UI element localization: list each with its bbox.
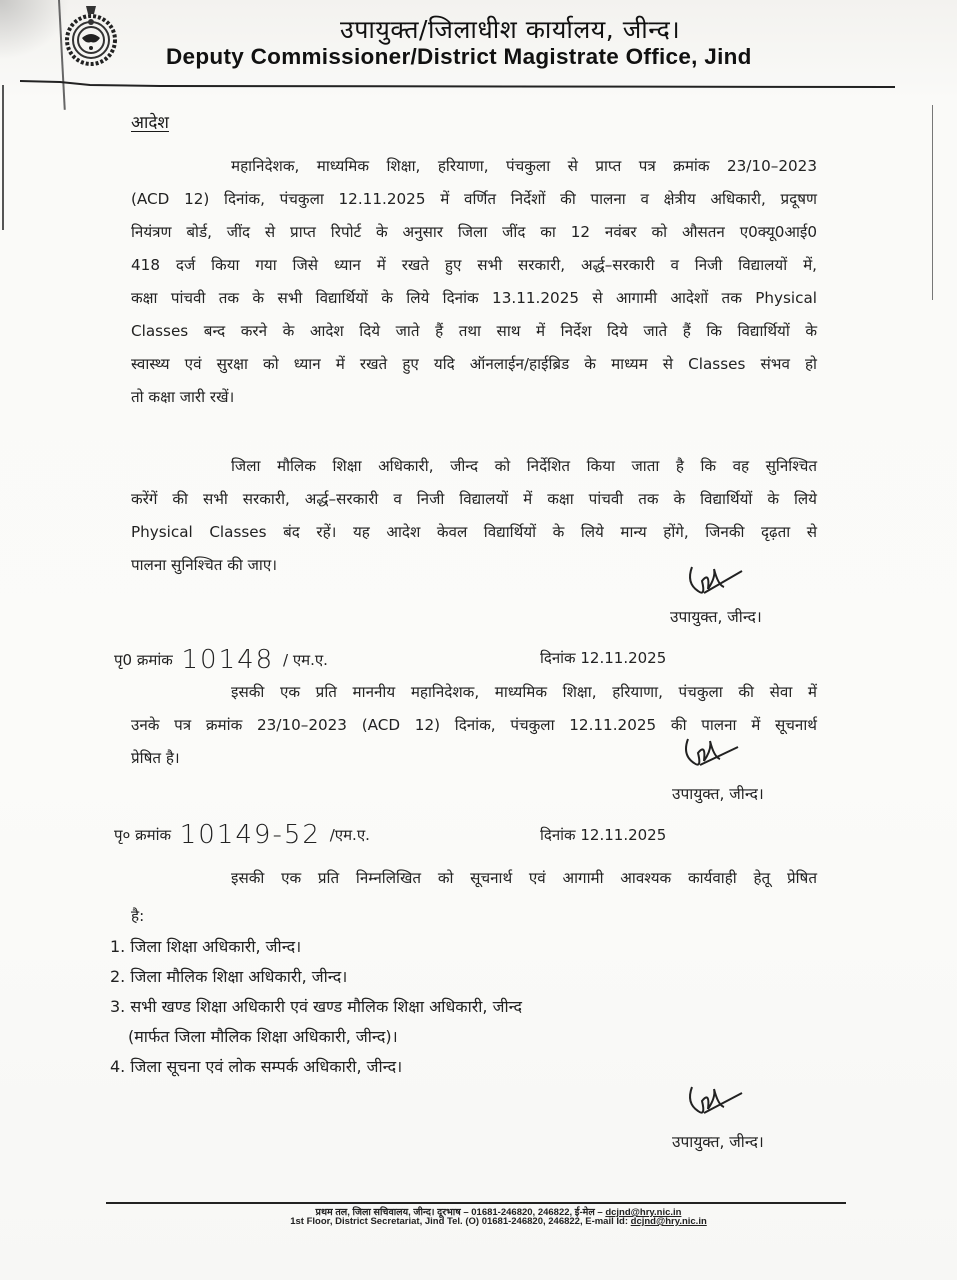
reference-number-1 [114, 645, 328, 675]
text-line: है: [131, 907, 145, 925]
date-label: दिनांक [540, 649, 576, 667]
list-item: 3. सभी खण्ड शिक्षा अधिकारी एवं खण्ड मौलिक शिक्षा अधिकारी, जीन्द [110, 997, 523, 1016]
date-label: दिनांक [540, 826, 576, 844]
order-title: आदेश [131, 113, 169, 133]
text-line: इसकी एक प्रति माननीय महानिदेशक, माध्यमिक शिक्षा, हरियाणा, पंचकुला की सेवा में [231, 683, 817, 701]
signatory-deputy-commissioner: उपायुक्त, जीन्द। [672, 785, 764, 803]
handwritten-reference-number: 10149-52 [179, 820, 321, 850]
recipient-list [110, 932, 730, 1082]
text-line: Classes बन्द करने के आदेश दिये जाते हैं तथा साथ में निर्देश दिये जाते हैं कि विद्यार्थियों के [131, 322, 817, 340]
text-line: कक्षा पांचवी तक के सभी विद्यार्थियों के लिये दिनांक 13.11.2025 से आगामी आदेशों तक Physical [131, 289, 817, 307]
endorsement-paragraph-2 [131, 859, 817, 935]
signatory-deputy-commissioner: उपायुक्त, जीन्द। [670, 608, 762, 626]
signature-mark [676, 735, 776, 785]
order-paragraph-1 [131, 150, 817, 414]
text-line: उनके पत्र क्रमांक 23/10–2023 (ACD 12) दिनांक, पंचकुला 12.11.2025 की पालना में सूचनार्थ [131, 716, 817, 734]
office-name-english: Deputy Commissioner/District Magistrate Office, Jind [166, 44, 752, 69]
list-item: 4. जिला सूचना एवं लोक सम्पर्क अधिकारी, जीन्द। [110, 1057, 403, 1076]
text-line: तो कक्षा जारी रखें। [131, 388, 235, 406]
list-item: 2. जिला मौलिक शिक्षा अधिकारी, जीन्द। [110, 967, 348, 986]
text-line: Physical Classes बंद रहें। यह आदेश केवल विद्यार्थियों के लिये मान्य होंगे, जिनकी दृढ़ता से [131, 523, 817, 541]
footer-divider [106, 1202, 846, 1204]
footer-address-text: प्रथम तल, जिला सचिवालय, जीन्द। दूरभाष – 01681-246820, 246822, ई-मेल – [315, 1207, 603, 1218]
footer-address-text: 1st Floor, District Secretariat, Jind Tel. (O) 01681-246820, 246822, E-mail Id: [290, 1216, 628, 1227]
reference-label: पृ0 क्रमांक [114, 651, 173, 669]
text-line: नियंत्रण बोर्ड, जींद से प्राप्त रिपोर्ट के अनुसार जिला जींद का 12 नवंबर को औसतन ए0क्यू0आई0 [131, 223, 817, 241]
haryana-emblem-icon [58, 2, 124, 68]
text-line: इसकी एक प्रति निम्नलिखित को सूचनार्थ एवं आगामी आवश्यक कार्यवाही हेतू प्रेषित [231, 869, 817, 887]
text-line: 418 दर्ज किया गया जिसे ध्यान में रखते हुए सभी सरकारी, अर्द्ध–सरकारी व निजी विद्यालयों में, [131, 256, 817, 274]
list-item: 1. जिला शिक्षा अधिकारी, जीन्द। [110, 937, 302, 956]
text-line: जिला मौलिक शिक्षा अधिकारी, जीन्द को निर्देशित किया जाता है कि वह सुनिश्चित [231, 457, 817, 475]
text-line: करेंगें की सभी सरकारी, अर्द्ध–सरकारी व निजी विद्यालयों में कक्षा पांचवी तक के विद्यार्थियों के लिये [131, 490, 817, 508]
reference-suffix: /एम.ए. [329, 826, 370, 844]
signature-mark [680, 1083, 780, 1133]
office-name-hindi: उपायुक्त/जिलाधीश कार्यालय, जीन्द। [340, 15, 681, 44]
list-item: (मार्फत जिला मौलिक शिक्षा अधिकारी, जीन्द)। [128, 1027, 398, 1046]
footer-address-english [0, 1216, 957, 1227]
date-value: 12.11.2025 [580, 826, 667, 844]
text-line: पालना सुनिश्चित की जाए। [131, 556, 277, 574]
handwritten-reference-number: 10148 [181, 645, 275, 675]
text-line: (ACD 12) दिनांक, पंचकुला 12.11.2025 में वर्णित निर्देशों की पालना व क्षेत्रीय अधिकारी, प्रदूषण [131, 190, 817, 208]
paper-edge-right [932, 105, 933, 300]
signatory-deputy-commissioner: उपायुक्त, जीन्द। [672, 1133, 764, 1151]
date-value: 12.11.2025 [580, 649, 667, 667]
reference-suffix: / एम.ए. [283, 651, 328, 669]
text-line: महानिदेशक, माध्यमिक शिक्षा, हरियाणा, पंचकुला से प्राप्त पत्र क्रमांक 23/10–2023 [231, 157, 817, 175]
paper-edge-left [2, 85, 4, 230]
reference-number-2 [114, 820, 370, 850]
text-line: प्रेषित है। [131, 749, 180, 767]
endorsement-date-1 [540, 648, 666, 668]
reference-label: पृ० क्रमांक [114, 826, 171, 844]
footer-email-link[interactable]: dcjnd@hry.nic.in [605, 1207, 682, 1218]
text-line: स्वास्थ्य एवं सुरक्षा को ध्यान में रखते हुए यदि ऑनलाईन/हाईब्रिड के माध्यम से Classes संभव हो [131, 355, 817, 373]
footer-email-link[interactable]: dcjnd@hry.nic.in [630, 1216, 707, 1227]
header-divider [20, 80, 895, 88]
endorsement-date-2 [540, 825, 666, 845]
